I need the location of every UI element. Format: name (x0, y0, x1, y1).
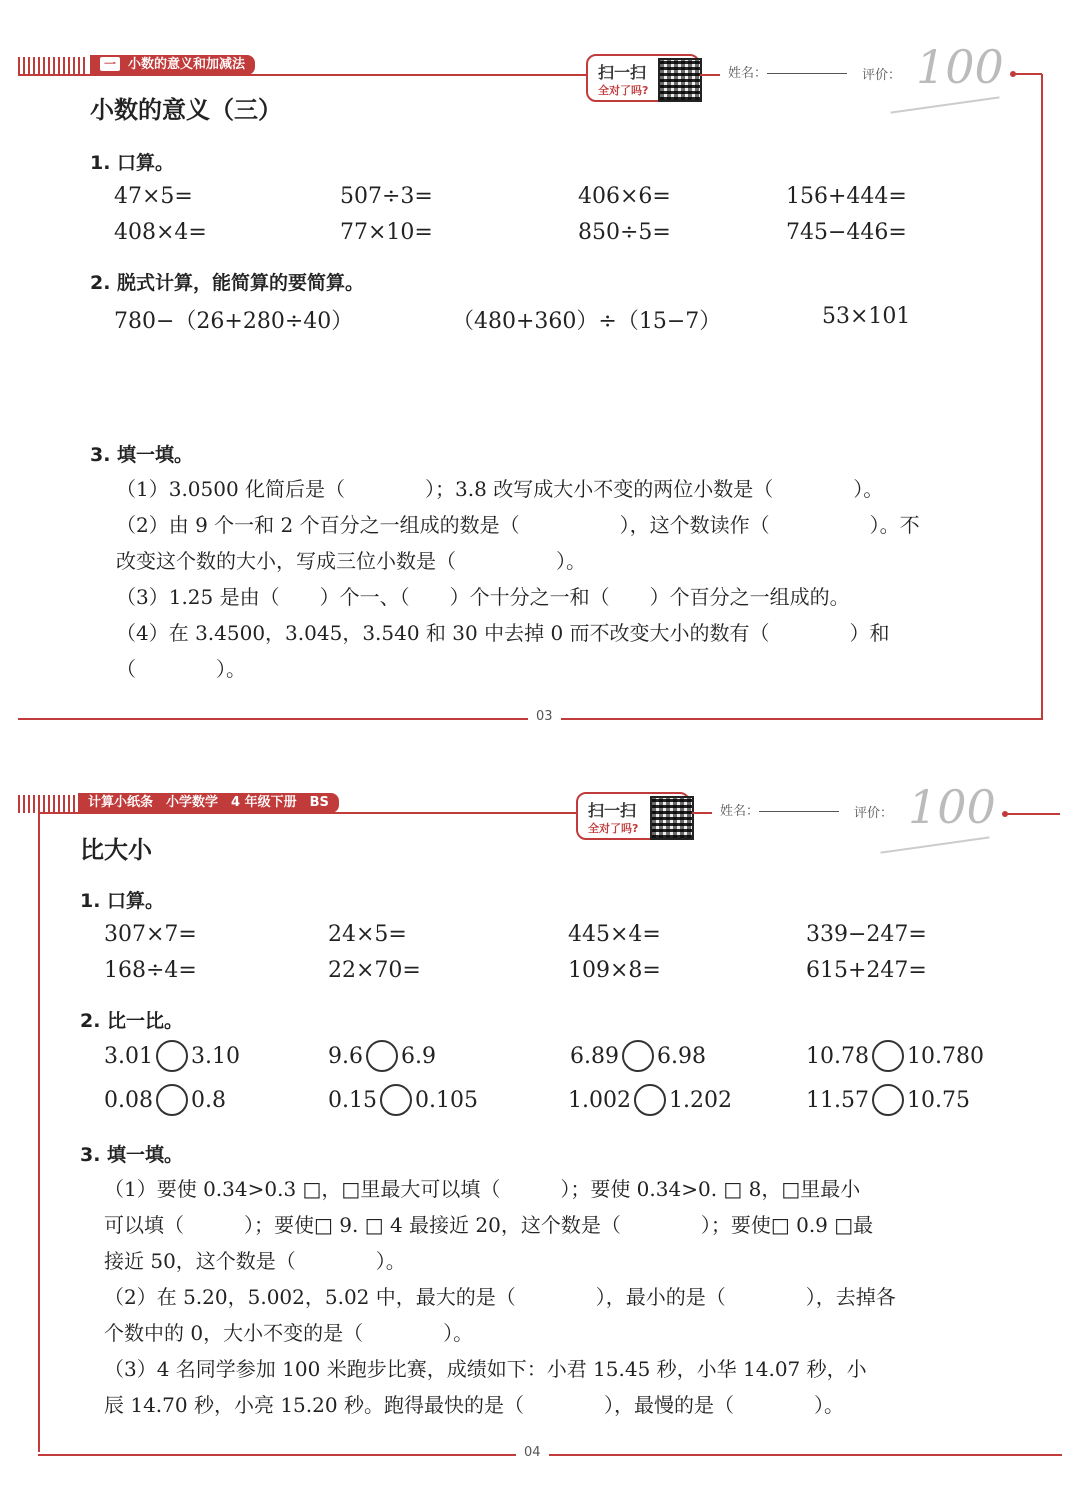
q3-line: （1）要使 0.34>0.3 □，□里最大可以填（ ）；要使 0.34>0. □ 8，□里最小 (104, 1177, 861, 1201)
name-field[interactable] (720, 800, 839, 819)
compare-circle[interactable] (634, 1084, 666, 1116)
compare-left: 3.01 (104, 1043, 153, 1069)
footer-rule (38, 1454, 1062, 1456)
q3-line: （2）由 9 个一和 2 个百分之一组成的数是（ ），这个数读作（ ）。不 (116, 513, 920, 537)
q1-item: 339−247= (806, 922, 927, 947)
compare-right: 6.98 (656, 1043, 706, 1069)
q2-item: 53×101 (822, 304, 911, 329)
q3-title: 3. 填一填。 (90, 444, 194, 466)
compare-right: 3.10 (190, 1043, 240, 1069)
q3-line: 可以填（ ）；要使□ 9. □ 4 最接近 20，这个数是（ ）；要使□ 0.9 □最 (104, 1213, 874, 1237)
compare-left: 1.002 (568, 1087, 631, 1113)
scan-subtitle: 全对了吗? (588, 822, 639, 835)
compare-left: 0.08 (104, 1087, 153, 1113)
worksheet-page-03 (0, 0, 1080, 740)
compare-item (328, 1084, 478, 1116)
q3-line: （3）4 名同学参加 100 米跑步比赛，成绩如下：小君 15.45 秒，小华 14.07 秒，小 (104, 1357, 867, 1381)
compare-circle[interactable] (156, 1040, 188, 1072)
name-blank[interactable] (767, 73, 847, 74)
header-rule-right (692, 812, 712, 814)
compare-circle[interactable] (156, 1084, 188, 1116)
header-rule-end (1004, 813, 1060, 815)
compare-left: 6.89 (570, 1043, 619, 1069)
worksheet-page-04 (0, 740, 1080, 1504)
name-label: 姓名： (720, 804, 760, 819)
header-dot (1010, 71, 1016, 77)
header-rule (38, 812, 578, 814)
header-rule (18, 74, 588, 76)
header-stripes (18, 57, 88, 75)
qr-code-icon[interactable] (658, 58, 702, 102)
q1-item: 406×6= (578, 184, 671, 209)
book-info: 计算小纸条 小学数学 4 年级下册 BS (88, 795, 329, 810)
q3-line: （1）3.0500 化简后是（ ）；3.8 改写成大小不变的两位小数是（ ）。 (116, 477, 884, 501)
compare-left: 10.78 (806, 1043, 869, 1069)
header-rule-end (1012, 73, 1042, 75)
left-border (38, 812, 40, 1452)
q1-item: 408×4= (114, 220, 207, 245)
q3-line: 辰 14.70 秒，小亮 15.20 秒。跑得最快的是（ ），最慢的是（ ）。 (104, 1393, 844, 1417)
compare-left: 11.57 (806, 1087, 869, 1113)
score-mark: 100 (908, 780, 996, 834)
q1-title: 1. 口算。 (90, 152, 175, 174)
grade-label: 评价： (862, 68, 902, 83)
lesson-title: 小数的意义（三） (90, 96, 282, 124)
compare-item (568, 1084, 732, 1116)
header-dot (1002, 811, 1008, 817)
compare-circle[interactable] (872, 1084, 904, 1116)
scan-title: 扫一扫 (588, 801, 637, 820)
q1-item: 77×10= (340, 220, 433, 245)
q3-line: 接近 50，这个数是（ ）。 (104, 1249, 406, 1273)
compare-item (570, 1040, 706, 1072)
score-swoosh (890, 96, 999, 113)
q1-item: 445×4= (568, 922, 661, 947)
header-rule-right (700, 74, 720, 76)
compare-right: 10.780 (906, 1043, 984, 1069)
q1-item: 22×70= (328, 958, 421, 983)
q3-line: （3）1.25 是由（ ）个一、（ ）个十分之一和（ ）个百分之一组成的。 (116, 585, 850, 609)
q3-title: 3. 填一填。 (80, 1144, 184, 1166)
compare-right: 6.9 (401, 1043, 436, 1069)
q3-line: （4）在 3.4500，3.045，3.540 和 30 中去掉 0 而不改变大小的数有（ ）和 (116, 621, 890, 645)
q2-item: 780−（26+280÷40） (114, 309, 354, 334)
scan-title: 扫一扫 (598, 63, 647, 82)
compare-circle[interactable] (366, 1040, 398, 1072)
compare-item (104, 1084, 226, 1116)
page-number: 04 (516, 1445, 549, 1460)
q3-line: 改变这个数的大小，写成三位小数是（ ）。 (116, 549, 586, 573)
compare-right: 0.105 (414, 1087, 478, 1113)
compare-item (806, 1040, 984, 1072)
name-field[interactable] (728, 62, 847, 81)
chapter-number: 一 (100, 57, 120, 71)
chapter-tag (90, 55, 255, 75)
lesson-title: 比大小 (80, 836, 152, 864)
compare-right: 10.75 (906, 1087, 970, 1113)
qr-code-icon[interactable] (650, 796, 694, 840)
q1-item: 850÷5= (578, 220, 671, 245)
right-border (1041, 74, 1043, 719)
name-label: 姓名： (728, 66, 768, 81)
q1-item: 24×5= (328, 922, 407, 947)
compare-circle[interactable] (380, 1084, 412, 1116)
compare-circle[interactable] (872, 1040, 904, 1072)
compare-item (328, 1040, 436, 1072)
compare-item (104, 1040, 240, 1072)
compare-left: 0.15 (328, 1087, 377, 1113)
compare-circle[interactable] (622, 1040, 654, 1072)
q3-line: 个数中的 0，大小不变的是（ ）。 (104, 1321, 474, 1345)
q1-item: 745−446= (786, 220, 907, 245)
q2-title: 2. 脱式计算，能简算的要简算。 (90, 272, 365, 294)
q1-item: 156+444= (786, 184, 907, 209)
q1-item: 615+247= (806, 958, 927, 983)
scan-subtitle: 全对了吗? (598, 84, 649, 97)
q1-item: 507÷3= (340, 184, 433, 209)
q1-item: 47×5= (114, 184, 193, 209)
score-mark: 100 (916, 40, 1004, 94)
name-blank[interactable] (759, 811, 839, 812)
q1-item: 307×7= (104, 922, 197, 947)
compare-item (806, 1084, 970, 1116)
q3-line: （2）在 5.20，5.002，5.02 中，最大的是（ ），最小的是（ ），去掉各 (104, 1285, 896, 1309)
score-swoosh (880, 836, 989, 853)
q3-line: （ ）。 (116, 657, 246, 681)
q1-title: 1. 口算。 (80, 890, 165, 912)
grade-label: 评价： (854, 806, 894, 821)
chapter-title: 小数的意义和加减法 (128, 57, 246, 72)
q1-item: 109×8= (568, 958, 661, 983)
q1-item: 168÷4= (104, 958, 197, 983)
page-number: 03 (528, 709, 561, 724)
book-info-tag (78, 793, 339, 813)
compare-left: 9.6 (328, 1043, 363, 1069)
compare-right: 1.202 (668, 1087, 732, 1113)
q2-item: （480+360）÷（15−7） (452, 309, 722, 334)
compare-right: 0.8 (190, 1087, 226, 1113)
q2-title: 2. 比一比。 (80, 1010, 184, 1032)
